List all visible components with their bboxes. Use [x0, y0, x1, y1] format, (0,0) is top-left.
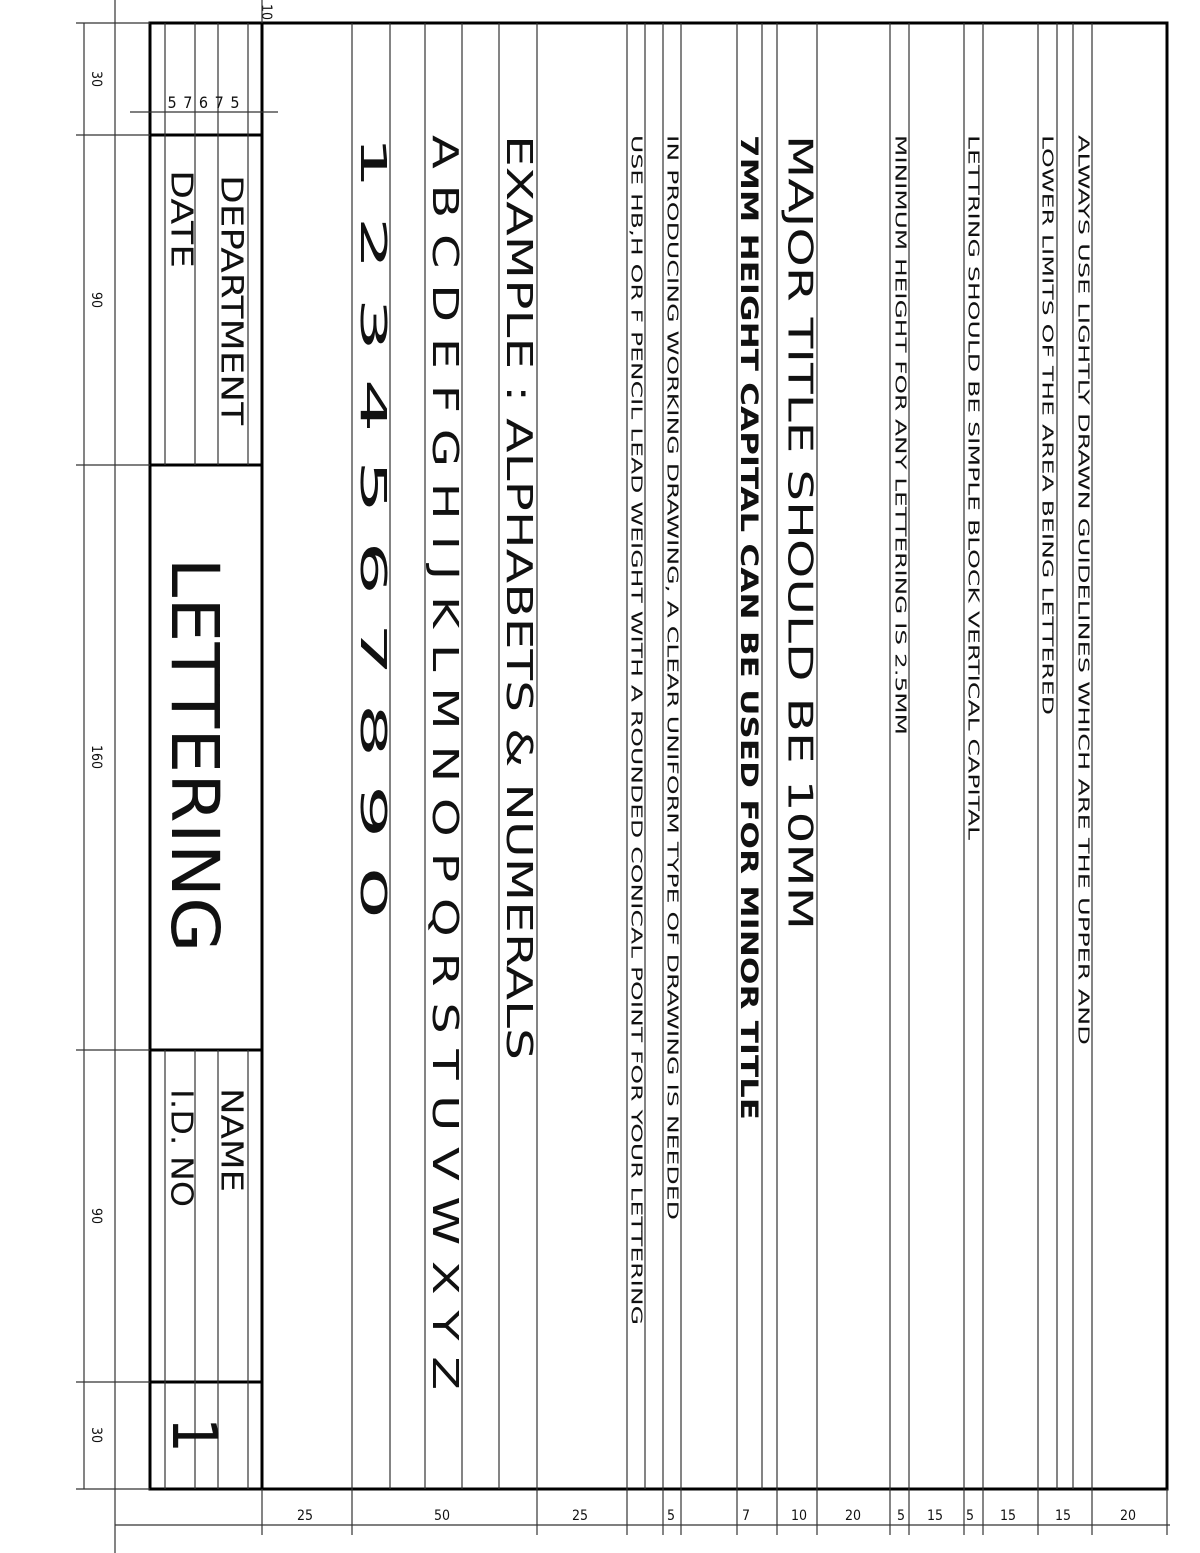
sheet-number: 1 [157, 1417, 231, 1453]
left-dimension-labels [88, 71, 104, 1443]
lettering-line-alphabet: A B C D E F G H I J K L M N O P Q R S T U V W X Y Z [424, 135, 465, 959]
bottom-dimension-label: 15 [1054, 1508, 1072, 1524]
bottom-dimension-labels [297, 1508, 1136, 1524]
left-dimension-label: 90 [88, 291, 104, 309]
bottom-dimension-label: 10 [790, 1508, 808, 1524]
bottom-dimension-label: 25 [296, 1508, 314, 1524]
lettering-line-numerals: 1 2 3 4 5 6 7 8 9 0 [352, 135, 393, 434]
bottom-dimension-label: 50 [433, 1508, 451, 1524]
lettering-lines [352, 135, 1093, 1390]
bottom-dimension-label: 5 [896, 1508, 906, 1524]
department-label: DEPARTMENT [213, 175, 249, 356]
bottom-dimension-label: 20 [844, 1508, 862, 1524]
lettering-line-minimum: MINIMUM HEIGHT FOR ANY LETTERING IS 2.5MM [891, 135, 910, 463]
lettering-line-simple: LETTRING SHOULD BE SIMPLE BLOCK VERTICAL CAPITAL [964, 135, 983, 515]
left-dimension-label: 30 [88, 70, 104, 88]
top-widths-label: 5 7 6 7 5 [167, 93, 241, 112]
bottom-dimension-label: 15 [926, 1508, 944, 1524]
bottom-dimension-ticks [262, 1489, 1167, 1535]
left-dimension-label: 90 [88, 1207, 104, 1225]
bottom-dimension-label: 5 [965, 1508, 975, 1524]
id-number-label: I.D. NO [163, 1089, 199, 1185]
bottom-dimension-label: 20 [1119, 1508, 1137, 1524]
lettering-line-minor-title: 7MM HEIGHT CAPITAL CAN BE USED FOR MINOR TITLE [735, 135, 763, 791]
sheet-title: LETTERING [155, 557, 233, 887]
lettering-line-pencil: USE HB,H OR F PENCIL LEAD WEIGHT WITH A ROUNDED CONICAL POINT FOR YOUR LETTERING [627, 135, 646, 777]
lettering-line-always: ALWAYS USE LIGHTLY DRAWN GUIDELINES WHICH ARE THE UPPER AND [1074, 135, 1093, 616]
lettering-line-lower: LOWER LIMITS OF THE AREA BEING LETTERED [1038, 135, 1057, 447]
lettering-line-major-title: MAJOR TITLE SHOULD BE 10MM [779, 135, 820, 620]
lettering-line-example: EXAMPLE : ALPHABETS & NUMERALS [498, 135, 539, 731]
corner-dimension-label: 10 [258, 3, 274, 21]
sheet-frame [150, 23, 1167, 1489]
bottom-dimension-label: 7 [741, 1508, 751, 1524]
left-dimension-label: 30 [88, 1426, 104, 1444]
name-label: NAME [213, 1088, 249, 1167]
lettering-line-producing: IN PRODUCING WORKING DRAWING, A CLEAR UNIFORM TYPE OF DRAWING IS NEEDED [663, 135, 682, 718]
left-dimension-label: 160 [88, 744, 104, 770]
bottom-dimension-label: 15 [999, 1508, 1017, 1524]
bottom-dimension-label: 25 [571, 1508, 589, 1524]
bottom-dimension-label: 5 [666, 1508, 676, 1524]
date-label: DATE [163, 170, 199, 240]
